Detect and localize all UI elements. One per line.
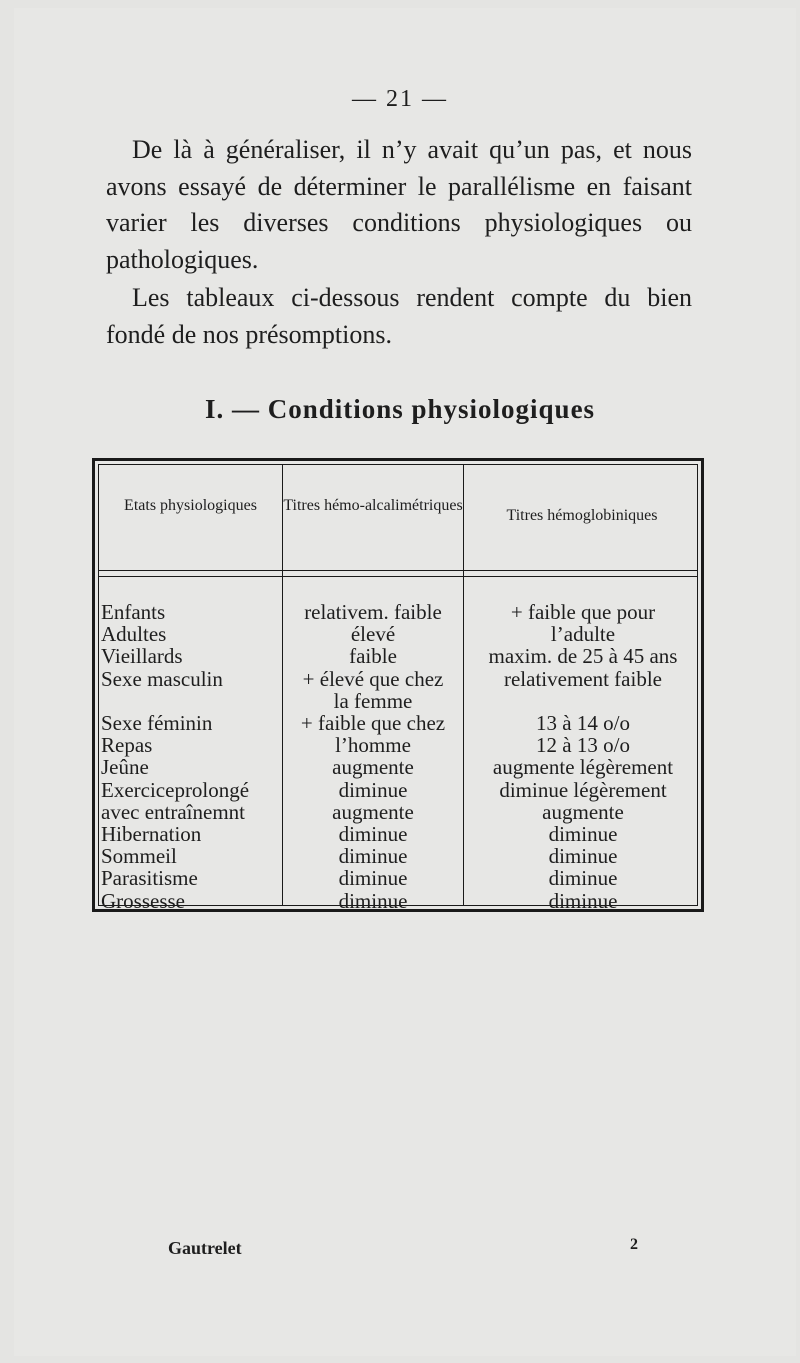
page-number: — 21 — [352,86,448,112]
table-cell: diminue [338,888,408,913]
table-cell: Enfants [101,600,166,624]
table-cell: diminue [548,844,618,869]
footer-author: Gautrelet [168,1238,242,1258]
table-cell: relativem. faible [304,600,442,624]
table-inner-frame [98,464,698,913]
table-cell: maxim. de 25 à 45 ans [488,644,678,669]
table-cell: Sexe féminin [101,711,213,736]
table-cell: augmente légèrement [492,755,674,780]
table-cell: Sommeil [101,844,177,869]
column-hemo-alcalimetriques [283,601,463,912]
paragraph-1 [106,132,692,278]
header-titres-hemo-alcalimetriques: Titres hémo-alcalimétriques [283,497,463,514]
column-etats [101,601,281,912]
table-cell: Grossesse [101,888,185,913]
table-cell: Repas [101,733,153,758]
table-cell: 12 à 13 o/o [536,733,630,758]
signature-mark: 2 [630,1236,638,1253]
table-cell: + faible que chez [300,711,446,736]
header-separator [99,576,697,577]
table-cell: 13 à 14 o/o [536,711,630,736]
table-cell: + faible que pour [510,600,656,624]
table-cell: + élevé que chez [302,666,444,691]
table-cell: diminue [548,822,618,847]
table-cell: diminue légèrement [499,777,667,802]
table-cell: Hibernation [101,822,202,847]
paragraph-2 [106,280,692,353]
table-cell: diminue [338,866,408,891]
paragraph-text: Les tableaux ci-dessous rendent compte du bien fondé de nos présomptions. [106,283,692,349]
table-cell: Vieillards [101,644,183,669]
column-hemoglobiniques [464,601,702,912]
table-cell: diminue [338,822,408,847]
table-cell: diminue [548,866,618,891]
data-table [92,458,704,912]
table-cell: augmente [332,755,414,780]
header-separator [99,570,697,571]
section-title: I. — Conditions physiologiques [204,394,596,424]
header-titres-hemoglobiniques: Titres hémoglobiniques [506,507,658,524]
table-cell: Exerciceprolongé [101,777,250,802]
table-cell: l’adulte [550,622,616,647]
table-cell: Jeûne [101,755,149,780]
paragraph-text: De là à généraliser, il n’y avait qu’un pas, et nous avons essayé de déterminer le parallélisme en faisant varier les diverses conditions physiologiques ou pathologiques. [106,135,692,274]
table-cell: la femme [333,688,413,713]
table-cell: élevé [350,622,396,647]
table-cell: Parasitisme [101,866,198,891]
table-cell: Sexe masculin [101,666,223,691]
table-cell: l’homme [335,733,411,758]
table-cell: faible [349,644,397,669]
table-cell: augmente [542,799,624,824]
table-cell: relativement faible [503,666,662,691]
table-cell: Adultes [101,622,167,647]
header-etats: Etats physiologiques [124,497,257,514]
table-cell [101,690,281,712]
table-cell [464,690,702,712]
table-cell: diminue [338,844,408,869]
table-cell: augmente [332,799,414,824]
table-cell: diminue [548,888,618,913]
table-cell: diminue [338,777,408,802]
table-cell: avec entraînemnt [101,799,246,824]
